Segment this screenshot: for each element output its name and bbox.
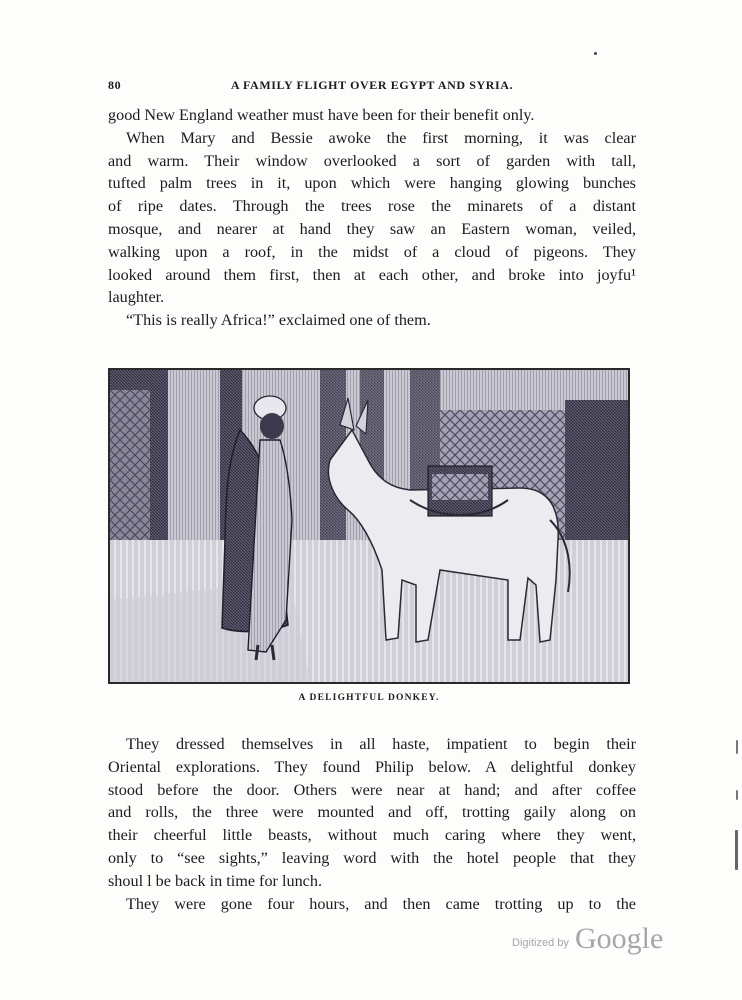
text-line: of ripe dates. Through the trees rose the minarets of a distant [108, 197, 636, 216]
text-line: looked around them first, then at each other, and broke into joyfu¹ [108, 265, 636, 284]
ink-speck [735, 830, 738, 870]
page-header [108, 78, 636, 96]
figure-caption: A DELIGHTFUL DONKEY. [298, 693, 440, 703]
paragraph [108, 127, 636, 309]
text-line: laughter. [108, 288, 165, 307]
text-line: and rolls, the three were mounted and off, trotting gaily along on [108, 803, 636, 822]
paragraph [108, 309, 636, 332]
ink-speck [736, 740, 738, 754]
ink-speck [736, 790, 738, 800]
text-line: They dressed themselves in all haste, impatient to begin their [126, 735, 636, 753]
running-head: A FAMILY FLIGHT OVER EGYPT AND SYRIA. [230, 78, 514, 92]
watermark-prefix: Digitized by [512, 937, 569, 949]
paragraph [108, 893, 636, 916]
text-line: tufted palm trees in it, upon which were hanging glowing bunches [108, 174, 636, 193]
text-line: their cheerful little beasts, without much caring where they went, [108, 826, 636, 845]
text-line: stood before the door. Others were near at hand; and after coffee [108, 780, 636, 799]
text-block-top [108, 104, 636, 332]
text-line: “This is really Africa!” exclaimed one of them. [126, 311, 431, 330]
text-line: only to “see sights,” leaving word with the hotel people that they [108, 848, 636, 867]
illustration-engraving [108, 368, 630, 684]
paragraph [108, 104, 636, 127]
page-number: 80 [108, 78, 122, 92]
paragraph [108, 733, 636, 893]
text-line: When Mary and Bessie awoke the first morning, it was clear [126, 128, 636, 147]
text-line: and warm. Their window overlooked a sort of garden with tall, [108, 151, 636, 170]
text-line: They were gone four hours, and then came trotting up to the [126, 894, 636, 913]
text-line: walking upon a roof, in the midst of a cloud of pigeons. They [108, 242, 636, 261]
text-line: Oriental explorations. They found Philip below. A delightful donkey [108, 757, 636, 776]
text-line: shoul l be back in time for lunch. [108, 871, 322, 890]
digitized-by-google-watermark [512, 922, 672, 958]
ink-speck [594, 52, 597, 55]
donkey-engraving-image [110, 370, 628, 682]
text-line: mosque, and nearer at hand they saw an Eastern woman, veiled, [108, 219, 636, 238]
google-logo: Google [575, 922, 664, 955]
text-block-bottom [108, 733, 636, 915]
text-line: good New England weather must have been for their benefit only. [108, 106, 535, 124]
